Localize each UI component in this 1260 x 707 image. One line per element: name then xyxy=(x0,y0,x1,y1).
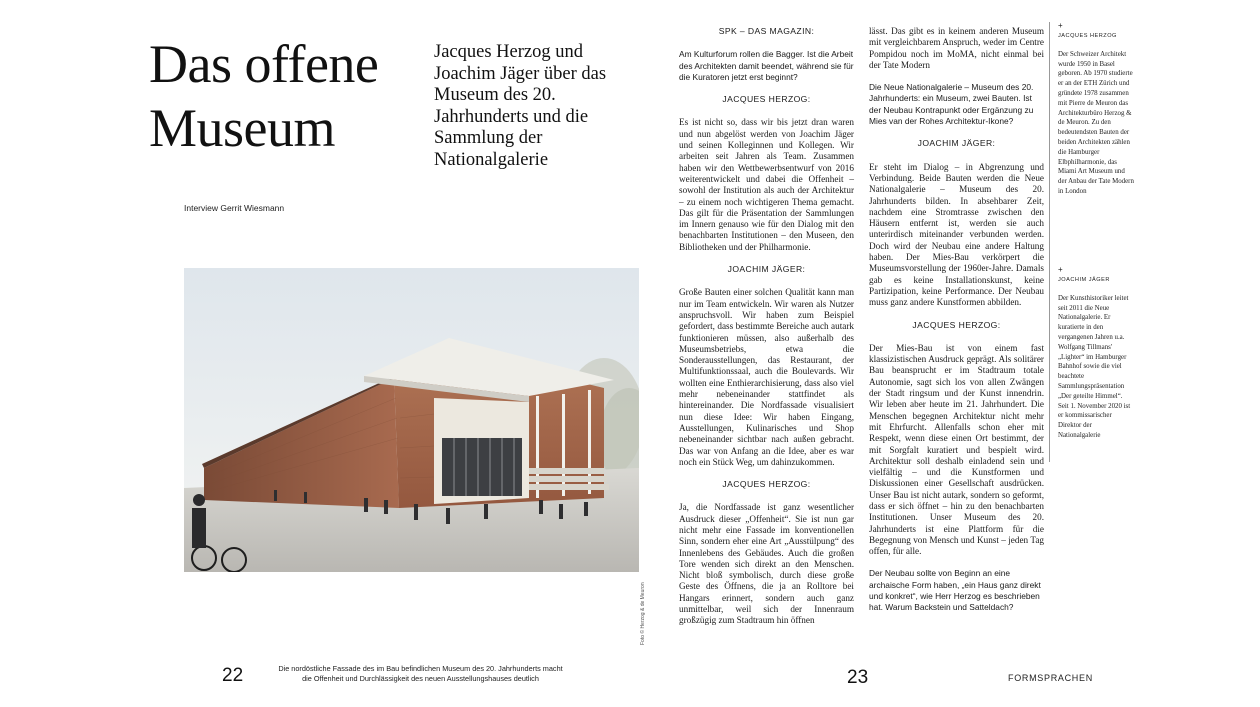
photo-caption xyxy=(268,664,573,684)
bio-name: JACQUES HERZOG xyxy=(1058,33,1117,39)
bio-name: JOACHIM JÄGER xyxy=(1058,277,1110,283)
section-label: FORMSPRACHEN xyxy=(1008,673,1093,683)
building-illustration xyxy=(184,268,639,572)
bio-text: Der Kunsthistoriker leitet seit 2011 die Neue Nationalgalerie. Er kuratierte in den vergangenen Jahren u.a. Wolfgang Tillmans' „Lighter“ im Hamburger Bahnhof sowie die viel beachtete Sammlungspräsentation „Der geteilte Himmel“. Seit 1. November 2020 ist er kommissarischer Direktor der Nationalgalerie xyxy=(1058,294,1131,439)
caption-line-2: die Offenheit und Durchlässigkeit des neuen Ausstellungshauses deutlich xyxy=(302,674,539,683)
question-3: Der Neubau sollte von Beginn an eine archaische Form haben, „ein Haus ganz direkt und konkret“, wie Herr Herzog es beschrieben hat. Warum Backstein und Satteldach? xyxy=(869,568,1041,613)
museum-rendering-photo xyxy=(184,268,639,572)
speaker-label: JACQUES HERZOG: xyxy=(722,479,811,490)
page-number-right: 23 xyxy=(847,667,869,688)
bio-herzog xyxy=(1058,22,1134,197)
article-title: Das offene Museum xyxy=(149,34,379,158)
magazine-heading: SPK – DAS MAGAZIN: xyxy=(718,26,815,36)
answer-paragraph: Ja, die Nordfassade ist ganz wesentlicher Ausdruck dieser „Offenheit“. Sie ist nun gar nicht mehr eine Fassade im konventionellen Sinn, sondern eher eine Art „Ausstülpung“ des Innenlebens des Gebäudes. Auch die großen Tore wenden sich direkt an den Menschen. Nicht bloß symbolisch, durch diese große Geste des Öffnens, die ja an Rolltore bei Hangars erinnert, sondern auch ganz unmittelbar, weil sich der Innenraum großzügig zum Stadtraum hin öffnen xyxy=(679,502,854,626)
sidebar-divider xyxy=(1049,22,1050,462)
question-1: Am Kulturforum rollen die Bagger. Ist die Arbeit des Architekten damit beendet, während sie für die Kuratoren jetzt erst beginnt? xyxy=(679,49,854,82)
answer-paragraph: Es ist nicht so, dass wir bis jetzt dran waren und nun abgelöst werden von Joachim Jäger und seinen Kolleginnen und Kollegen. Wir arbeiten seit Jahren als Team. Zusammen haben wir den Wettbewerbsentwurf von 2016 weiterentwickelt und dabei die Offenheit – sowohl der Institution als auch der Architektur – zu einem noch wichtigeren Thema gemacht. Das gilt für die Präsentation der Sammlungen im Innern genauso wie für den Dialog mit den benachbarten Institutionen – den Museen, den Bibliotheken und der Philharmonie. xyxy=(679,117,854,252)
answer-paragraph: Er steht im Dialog – in Abgrenzung und Verbindung. Beide Bauten werden die Neue Nationalgalerie – Museum des 20. Jahrhunderts bilden. In absehbarer Zeit, nachdem eine Stromtrasse zwischen den Häusern entfernt ist, werden sie auch unterirdisch miteinander verbunden werden. Doch wird der Neubau eine andere Haltung haben. Der Mies-Bau verkörpert die Museumsvorstellung der 1960er-Jahre. Damals gab es keine Installationskunst, keine Partizipation, keine Performance. Der Neubau muss ganz andere Kunstformen abbilden. xyxy=(869,161,1044,308)
speaker-label: JOACHIM JÄGER: xyxy=(917,138,996,149)
plus-icon: + xyxy=(1058,265,1063,274)
answer-continuation: lässt. Das gibt es in keinem anderen Museum mit vergleichbarem Anspruch, weder im Centre Pompidou noch im MoMA, nicht einmal bei der Tate Modern xyxy=(869,26,1044,70)
speaker-label: JACQUES HERZOG: xyxy=(722,94,811,105)
speaker-label: JACQUES HERZOG: xyxy=(912,319,1001,330)
byline: Interview Gerrit Wiesmann xyxy=(184,203,285,213)
answer-paragraph: Große Bauten einer solchen Qualität kann man nur im Team entwickeln. Wir waren als Nutzer anspruchsvoll. Wir haben zum Beispiel gefordert, dass bestimmte Bereiche auch autark funktionieren müssen, also außerhalb des Museumsbetriebs, etwa die Sonderausstellungen, das Restaurant, der Multifunktionssaal, auch die Boulevards. Wir wollten eine Enthierarchisierung, dass also viel mehr nebeneinander stattfindet als hintereinander. Die Nordfassade visualisiert nun diese Idee: Wir haben Eingang, Ausstellungen, Kulinarisches und Shop nebeneinander sichtbar nach außen gebracht. Das war von Anfang an die Idee, aber es war noch ein Stück Weg, um dahinzukommen. xyxy=(679,287,854,467)
speaker-label: JOACHIM JÄGER: xyxy=(727,264,806,275)
article-subtitle: Jacques Herzog und Joachim Jäger über das Museum des 20. Jahrhunderts und die Sammlung der Nationalgalerie xyxy=(434,42,607,170)
bio-jaeger xyxy=(1058,266,1134,441)
page-number-left: 22 xyxy=(222,665,244,686)
interview-column-1 xyxy=(679,26,854,627)
plus-icon: + xyxy=(1058,21,1063,30)
interview-column-2 xyxy=(869,26,1044,625)
bio-text: Der Schweizer Architekt wurde 1950 in Basel geboren. Ab 1970 studierte er an der ETH Zürich und gründete 1978 zusammen mit Pierre de Meuron das Architekturbüro Herzog & de Meuron. Zu den bedeutendsten Bauten der beiden Architekten zählen die Hamburger Elbphilharmonie, das Miami Art Museum und der Anbau der Tate Modern in London xyxy=(1058,50,1134,195)
caption-line-1: Die nordöstliche Fassade des im Bau befindlichen Museum des 20. Jahrhunderts macht xyxy=(278,664,563,673)
answer-paragraph: Der Mies-Bau ist von einem fast klassizistischen Ausdruck geprägt. Als solitärer Bau beansprucht er im Stadtraum totale Autonomie, sagt sich los von allen Zwängen der Stadt ringsum und der Kunst innendrin. Wir leben aber heute im 21. Jahrhundert. Die Menschen begegnen Architektur nicht mehr mit Ehrfurcht. Allenfalls schon eher mit Respekt, wenn diese einen Ort bestimmt, der mit Sorgfalt kuratiert und bespielt wird. Architektur soll deshalb einladend sein und vielfältig – und die Kunstformen und Diskussionen einer Gesellschaft ausdrücken. Unser Bau ist nicht autark, sondern so geformt, dass er sich öffnet – hin zu den benachbarten Institutionen. Unser Museum des 20. Jahrhunderts ist eine Plattform für die Begegnung von Mensch und Kunst – jeden Tag offen, für alle. xyxy=(869,342,1044,557)
photo-credit: Foto © Herzog & de Meuron xyxy=(640,582,646,645)
question-2: Die Neue Nationalgalerie – Museum des 20. Jahrhunderts: ein Museum, zwei Bauten. Ist der Neubau Kontrapunkt oder Ergänzung zu Mies van der Rohes Architektur-Ikone? xyxy=(869,82,1034,127)
